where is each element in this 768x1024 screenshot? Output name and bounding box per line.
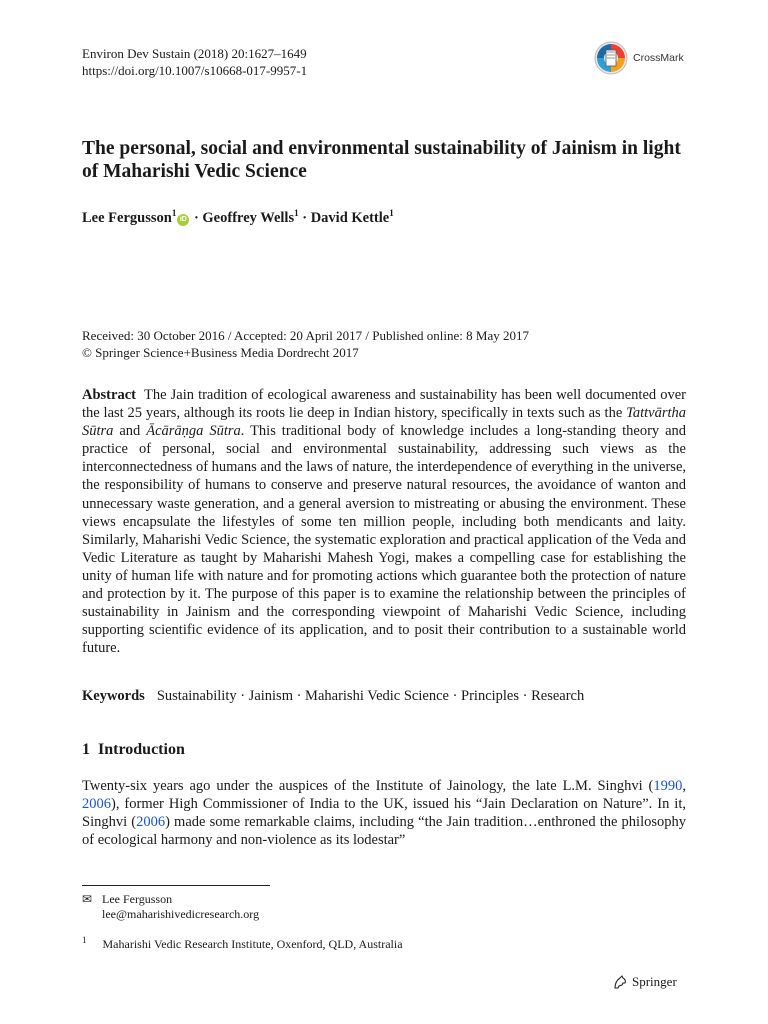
date-line: Received: 30 October 2016 / Accepted: 20 April 2017 / Published online: 8 May 2017 (82, 328, 529, 343)
publisher-label: Springer (632, 974, 677, 989)
author-separator: · (298, 209, 311, 226)
affiliation-number: 1 (82, 935, 87, 945)
intro-text: ) made some remarkable claims, including “the Jain tradition…enthroned the philosophy of ecological harmony and non-violence as its lodestar” (82, 814, 686, 849)
intro-text: Twenty-six years ago under the auspices of the Institute of Jainology, the late L.M. Singhvi ( (82, 778, 654, 794)
corresponding-author (82, 892, 259, 922)
author-name[interactable]: Geoffrey Wells (202, 209, 295, 226)
crossmark-icon (594, 41, 628, 75)
section-number: 1 (82, 741, 90, 758)
journal-header (82, 45, 307, 79)
envelope-icon: ✉ (82, 892, 93, 906)
crossmark-badge[interactable] (594, 41, 684, 75)
abstract-emphasis: Tattvārtha Sūtra (82, 405, 686, 440)
affiliation-footnote (82, 935, 403, 952)
abstract-text: . This traditional body of knowledge includes a long-standing theory and practice of personal, social and environmental sustainability, addressing such views as the interconnectedness of humans and the laws of nature, the interdependence of everything in the universe, the responsibility of humans to conserve and preserve natural resources, the avoidance of wanton and unnecessary waste generation, and a general aversion to mistreating or abusing the environment. These views encapsulate the lifestyles of some ten million people, including both mendicants and laity. Similarly, Maharishi Vedic Science, the systematic exploration and practical application of the Veda and Vedic Literature as taught by Maharishi Mahesh Yogi, makes a compelling case for establishing the unity of human life with nature and for promoting actions which guarantee both the protection of nature and protection by it. The purpose of this paper is to examine the relationship between the principles of sustainability in Jainism and the corresponding viewpoint of Maharishi Vedic Science, including supporting scientific evidence of its application, and to posit their contribution to a sustainable world future. (82, 423, 687, 657)
author-list (82, 208, 394, 227)
affiliation-text: Maharishi Vedic Research Institute, Oxenford, QLD, Australia (102, 937, 403, 951)
keywords-label: Keywords (82, 688, 145, 704)
intro-text: , (682, 778, 686, 794)
article-title: The personal, social and environmental sustainability of Jainism in light of Maharishi Vedic Science (82, 138, 681, 182)
springer-horse-icon (612, 974, 628, 990)
abstract (82, 386, 686, 657)
section-title: Introduction (98, 741, 185, 758)
abstract-text: The Jain tradition of ecological awareness and sustainability has been well documented over the last 25 years, although its roots lie deep in Indian history, specifically in texts such as the (82, 387, 686, 422)
citation-link[interactable]: 1990 (653, 778, 683, 794)
corresponding-email[interactable]: lee@maharishivedicresearch.org (102, 907, 260, 921)
abstract-label: Abstract (82, 387, 136, 403)
citation-link[interactable]: 2006 (136, 814, 166, 831)
footnote-divider (82, 885, 270, 886)
section-heading (82, 741, 185, 759)
keywords-text: Sustainability · Jainism · Maharishi Vedic Science · Principles · Research (156, 688, 585, 704)
citation-link[interactable]: 2006 (82, 796, 111, 813)
abstract-text: and (113, 423, 147, 440)
copyright-line: © Springer Science+Business Media Dordrecht 2017 (82, 345, 359, 360)
affiliation-marker: 1 (389, 208, 394, 218)
author-name[interactable]: Lee Fergusson (82, 209, 172, 226)
keywords (82, 688, 584, 705)
journal-citation: Environ Dev Sustain (2018) 20:1627–1649 (82, 46, 307, 61)
crossmark-label: CrossMark (633, 52, 684, 64)
publisher-logo (612, 974, 677, 990)
affiliation-marker: 1 (171, 208, 177, 218)
publication-dates (82, 327, 529, 361)
doi-link[interactable]: https://doi.org/10.1007/s10668-017-9957-1 (82, 63, 308, 78)
author-separator: · (190, 209, 203, 226)
abstract-emphasis: Ācārāṇga Sūtra (146, 423, 241, 440)
affiliation-marker: 1 (294, 208, 299, 218)
corresponding-name: Lee Fergusson (102, 892, 173, 906)
author-name[interactable]: David Kettle (310, 209, 390, 226)
orcid-icon[interactable]: iD (177, 214, 189, 226)
intro-text: ), former High Commissioner of India to the UK, issued his “Jain Declaration on Nature”. In it, Singhvi ( (82, 796, 686, 831)
intro-paragraph (82, 777, 686, 849)
